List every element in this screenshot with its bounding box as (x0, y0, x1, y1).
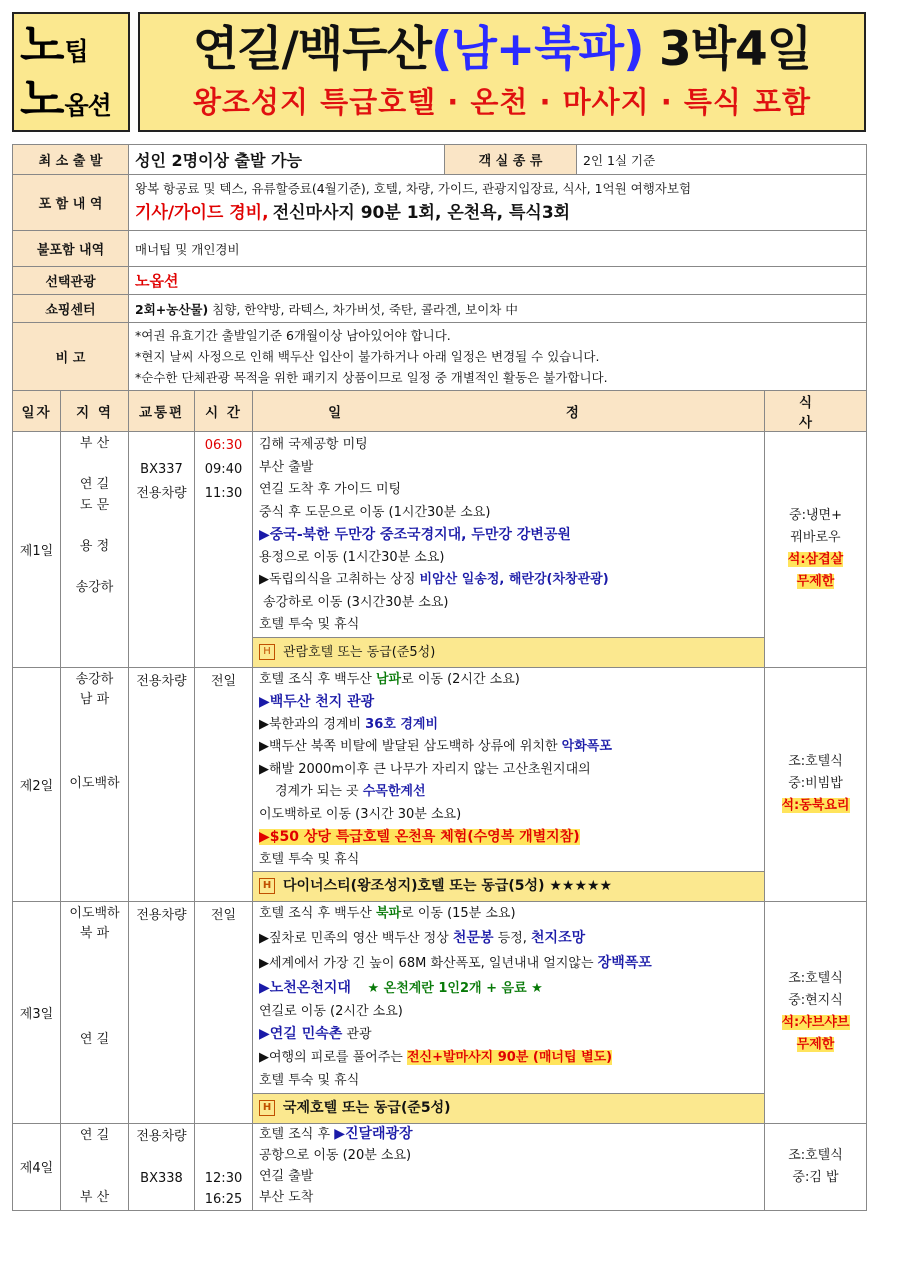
schedule-table (12, 390, 867, 1211)
page-title: 연길/백두산(남+북파) 3박4일 (192, 22, 812, 77)
hotel-info: H 국제호텔 또는 동급(준5성) (253, 1093, 764, 1123)
note-item: *순수한 단체관광 목적을 위한 패키지 상품이므로 일정 중 개별적인 활동은 불가합니다. (135, 370, 608, 385)
header-transport: 교통편 (129, 391, 195, 432)
day-transport: 전용차량 (129, 667, 195, 902)
included-value: 왕복 항공료 및 텍스, 유류할증료(4월기준), 호텔, 차량, 가이드, 관광지입장료, 식사, 1억원 여행자보험 기사/가이드 경비, 전신마사지 90분 1회, 온천욕, 특식3회 (129, 175, 867, 231)
day-label: 제4일 (13, 1123, 61, 1210)
hotel-icon: H (259, 878, 275, 894)
shopping-value: 2회+농산물) 침향, 한약방, 라텍스, 차가버섯, 죽탄, 콜라겐, 보이차 中 (129, 295, 867, 323)
min-departure-label: 최 소 출 발 (13, 145, 129, 175)
room-type-label: 객 실 종 류 (445, 145, 577, 175)
day-label: 제1일 (13, 432, 61, 668)
header-day: 일자 (13, 391, 61, 432)
title-banner (138, 12, 866, 132)
logo-line-tip: 노 팁 (20, 18, 88, 72)
included-label: 포 함 내 역 (13, 175, 129, 231)
day-transport: BX337 전용차량 (129, 432, 195, 668)
day-label: 제2일 (13, 667, 61, 902)
header-meal: 식 사 (765, 391, 867, 432)
day-meals: 중:냉면+ 꿔바로우 석:삼겹살 무제한 (765, 432, 867, 668)
room-type-value: 2인 1실 기준 (577, 145, 867, 175)
day-times: 12:30 16:25 (195, 1123, 253, 1210)
day-label: 제3일 (13, 902, 61, 1124)
day-row (13, 432, 867, 668)
day-times: 전일 (195, 902, 253, 1124)
hotel-icon: H (259, 644, 275, 660)
min-departure-value: 성인 2명이상 출발 가능 (129, 145, 445, 175)
day-transport: 전용차량 BX338 (129, 1123, 195, 1210)
day-meals: 조:호텔식 중:김 밥 (765, 1123, 867, 1210)
day-itinerary: 김해 국제공항 미팅 부산 출발 연길 도착 후 가이드 미팅 중식 후 도문으로 이동 (1시간30분 소요) ▶중국-북한 두만강 중조국경지대, 두만강 강변공원 용정으로 이동 (1시간30분 소요) ▶독립의식을 고취하는 상징 비암산 일송정, 해란강(차창관광) 송강하로 이동 (3시간30분 소요) 호텔 투숙 및 휴식 H 관람호텔 또는 동급(준5성) (253, 432, 765, 668)
day-regions: 연 길 부 산 (61, 1123, 129, 1210)
header-time: 시 간 (195, 391, 253, 432)
header-itinerary: 일 정 (253, 391, 765, 432)
note-item: *여권 유효기간 출발일기준 6개월이상 남아있어야 합니다. (135, 328, 451, 343)
day-row (13, 902, 867, 1124)
notes-label: 비 고 (13, 323, 129, 391)
day-meals: 조:호텔식 중:현지식 석:샤브샤브 무제한 (765, 902, 867, 1124)
page-subtitle: 왕조성지 특급호텔 · 온천 · 마사지 · 특식 포함 (192, 84, 812, 119)
day-times: 06:30 09:40 11:30 (195, 432, 253, 668)
option-value: 노옵션 (129, 267, 867, 295)
notes-value (129, 323, 867, 391)
shopping-label: 쇼핑센터 (13, 295, 129, 323)
day-meals: 조:호텔식 중:비빔밥 석:동북요리 (765, 667, 867, 902)
header-region: 지 역 (61, 391, 129, 432)
day-regions: 송강하 남 파 이도백하 (61, 667, 129, 902)
day-regions: 부 산 연 길 도 문 용 정 송강하 (61, 432, 129, 668)
logo (12, 12, 130, 132)
excluded-value: 매너팁 및 개인경비 (129, 231, 867, 267)
day-transport: 전용차량 (129, 902, 195, 1124)
excluded-label: 불포함 내역 (13, 231, 129, 267)
logo-line-option: 노 옵션 (20, 72, 111, 126)
day-itinerary: 호텔 조식 후 백두산 남파로 이동 (2시간 소요) ▶백두산 천지 관광 ▶북한과의 경계비 36호 경계비 ▶백두산 북쪽 비탈에 발달된 삼도백하 상류에 위치한 악화폭포 ▶해발 2000m이후 큰 나무가 자리지 않는 고산초원지대의 경계가 되는 곳 수목한계선 이도백하로 이동 (3시간 30분 소요) ▶$50 상당 특급호텔 온천욕 체험(수영복 개별지참) 호텔 투숙 및 휴식 H 다이너스티(왕조성지)호텔 또는 동급(5성) ★★★★★ (253, 667, 765, 902)
day-itinerary: 호텔 조식 후 백두산 북파로 이동 (15분 소요) ▶짚차로 민족의 영산 백두산 정상 천문봉 등정, 천지조망 ▶세계에서 가장 긴 높이 68M 화산폭포, 일년내내 얼지않는 장백폭포 ▶노천온천지대 ★ 온천계란 1인2개 + 음료 ★ 연길로 이동 (2시간 소요) ▶연길 민속촌 관광 ▶여행의 피로를 풀어주는 전신+발마사지 90분 (매너팁 별도) 호텔 투숙 및 휴식 H 국제호텔 또는 동급(준5성) (253, 902, 765, 1124)
day-row (13, 667, 867, 902)
day-times: 전일 (195, 667, 253, 902)
option-label: 선택관광 (13, 267, 129, 295)
note-item: *현지 날씨 사정으로 인해 백두산 입산이 불가하거나 아래 일정은 변경될 수 있습니다. (135, 349, 600, 364)
hotel-info: H 관람호텔 또는 동급(준5성) (253, 637, 764, 667)
day-row (13, 1123, 867, 1210)
hotel-info: H 다이너스티(왕조성지)호텔 또는 동급(5성) ★★★★★ (253, 871, 764, 901)
hotel-icon: H (259, 1100, 275, 1116)
day-regions: 이도백하 북 파 연 길 (61, 902, 129, 1124)
info-table (12, 144, 867, 391)
day-itinerary: 호텔 조식 후 ▶진달래광장 공항으로 이동 (20분 소요) 연길 출발 부산 도착 (253, 1123, 765, 1210)
